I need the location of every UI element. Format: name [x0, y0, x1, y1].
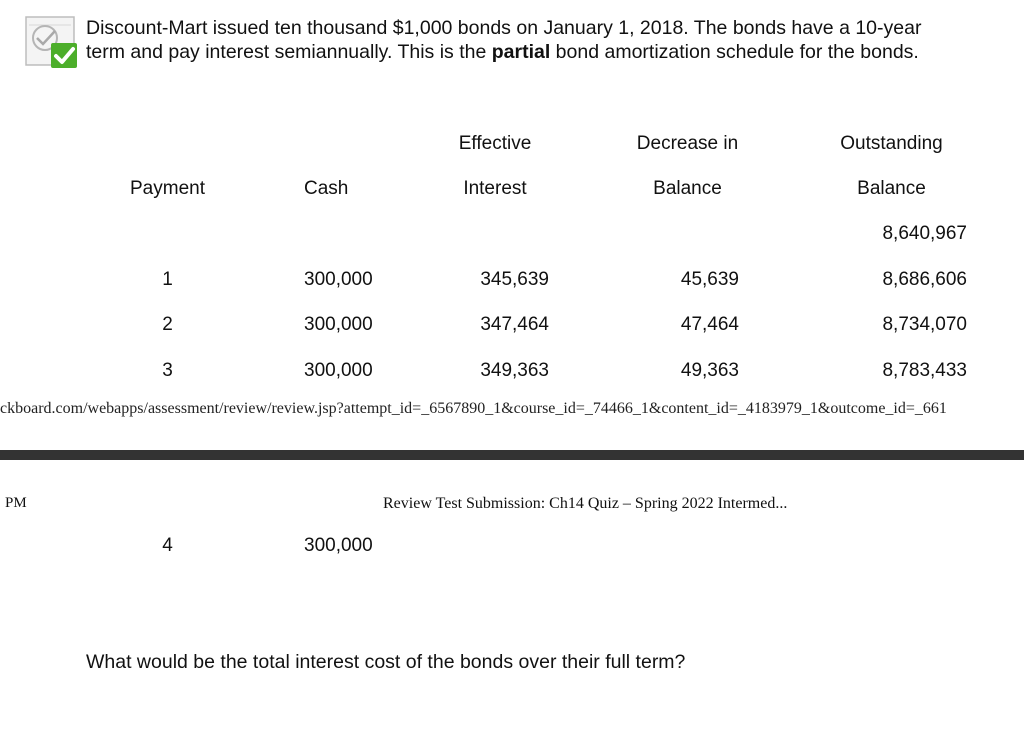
cell-balance: 8,734,070 [882, 314, 967, 335]
cell-cash: 300,000 [304, 314, 373, 335]
cell-payment: 4 [162, 535, 173, 556]
print-time: PM [5, 495, 27, 511]
print-url: ckboard.com/webapps/assessment/review/review.jsp?attempt_id=_6567890_1&course_id=_74466_1&content_id=_4183979_1&outcome_id=_661 [0, 400, 947, 417]
cell-payment: 1 [162, 269, 173, 290]
header-outstanding-bottom: Balance [857, 178, 926, 199]
graded-checkmark-icon [25, 15, 77, 69]
cell-interest: 347,464 [480, 314, 549, 335]
header-payment: Payment [130, 178, 205, 199]
cell-decrease: 45,639 [680, 269, 739, 290]
page-break-divider [0, 450, 1024, 460]
header-cash: Cash [304, 178, 349, 199]
question-emphasis: partial [491, 41, 551, 63]
question-line-1: Discount-Mart issued ten thousand $1,000 bonds on January 1, 2018. The bonds have a 10-year [86, 17, 922, 39]
follow-up-question: What would be the total interest cost of the bonds over their full term? [86, 651, 686, 673]
cell-balance: 8,686,606 [882, 269, 967, 290]
header-decrease-bottom: Balance [653, 178, 722, 199]
cell-balance: 8,783,433 [882, 360, 967, 381]
question-line-2-end: bond amortization schedule for the bonds. [550, 41, 919, 63]
cell-decrease: 47,464 [680, 314, 739, 335]
header-effective-top: Effective [458, 133, 532, 154]
cell-interest: 349,363 [480, 360, 549, 381]
question-line-2-start: term and pay interest semiannually. This is the [86, 41, 492, 63]
opening-balance: 8,640,967 [882, 223, 967, 244]
cell-payment: 2 [162, 314, 173, 335]
cell-cash: 300,000 [304, 269, 373, 290]
cell-payment: 3 [162, 360, 173, 381]
header-effective-bottom: Interest [463, 178, 527, 199]
header-decrease-top: Decrease in [636, 133, 739, 154]
cell-cash: 300,000 [304, 535, 373, 556]
question-text [86, 16, 921, 64]
print-page-title: Review Test Submission: Ch14 Quiz – Spring 2022 Intermed... [383, 495, 788, 512]
cell-interest: 345,639 [480, 269, 549, 290]
cell-decrease: 49,363 [680, 360, 739, 381]
question-line-2 [86, 40, 921, 64]
header-outstanding-top: Outstanding [840, 133, 943, 154]
cell-cash: 300,000 [304, 360, 373, 381]
